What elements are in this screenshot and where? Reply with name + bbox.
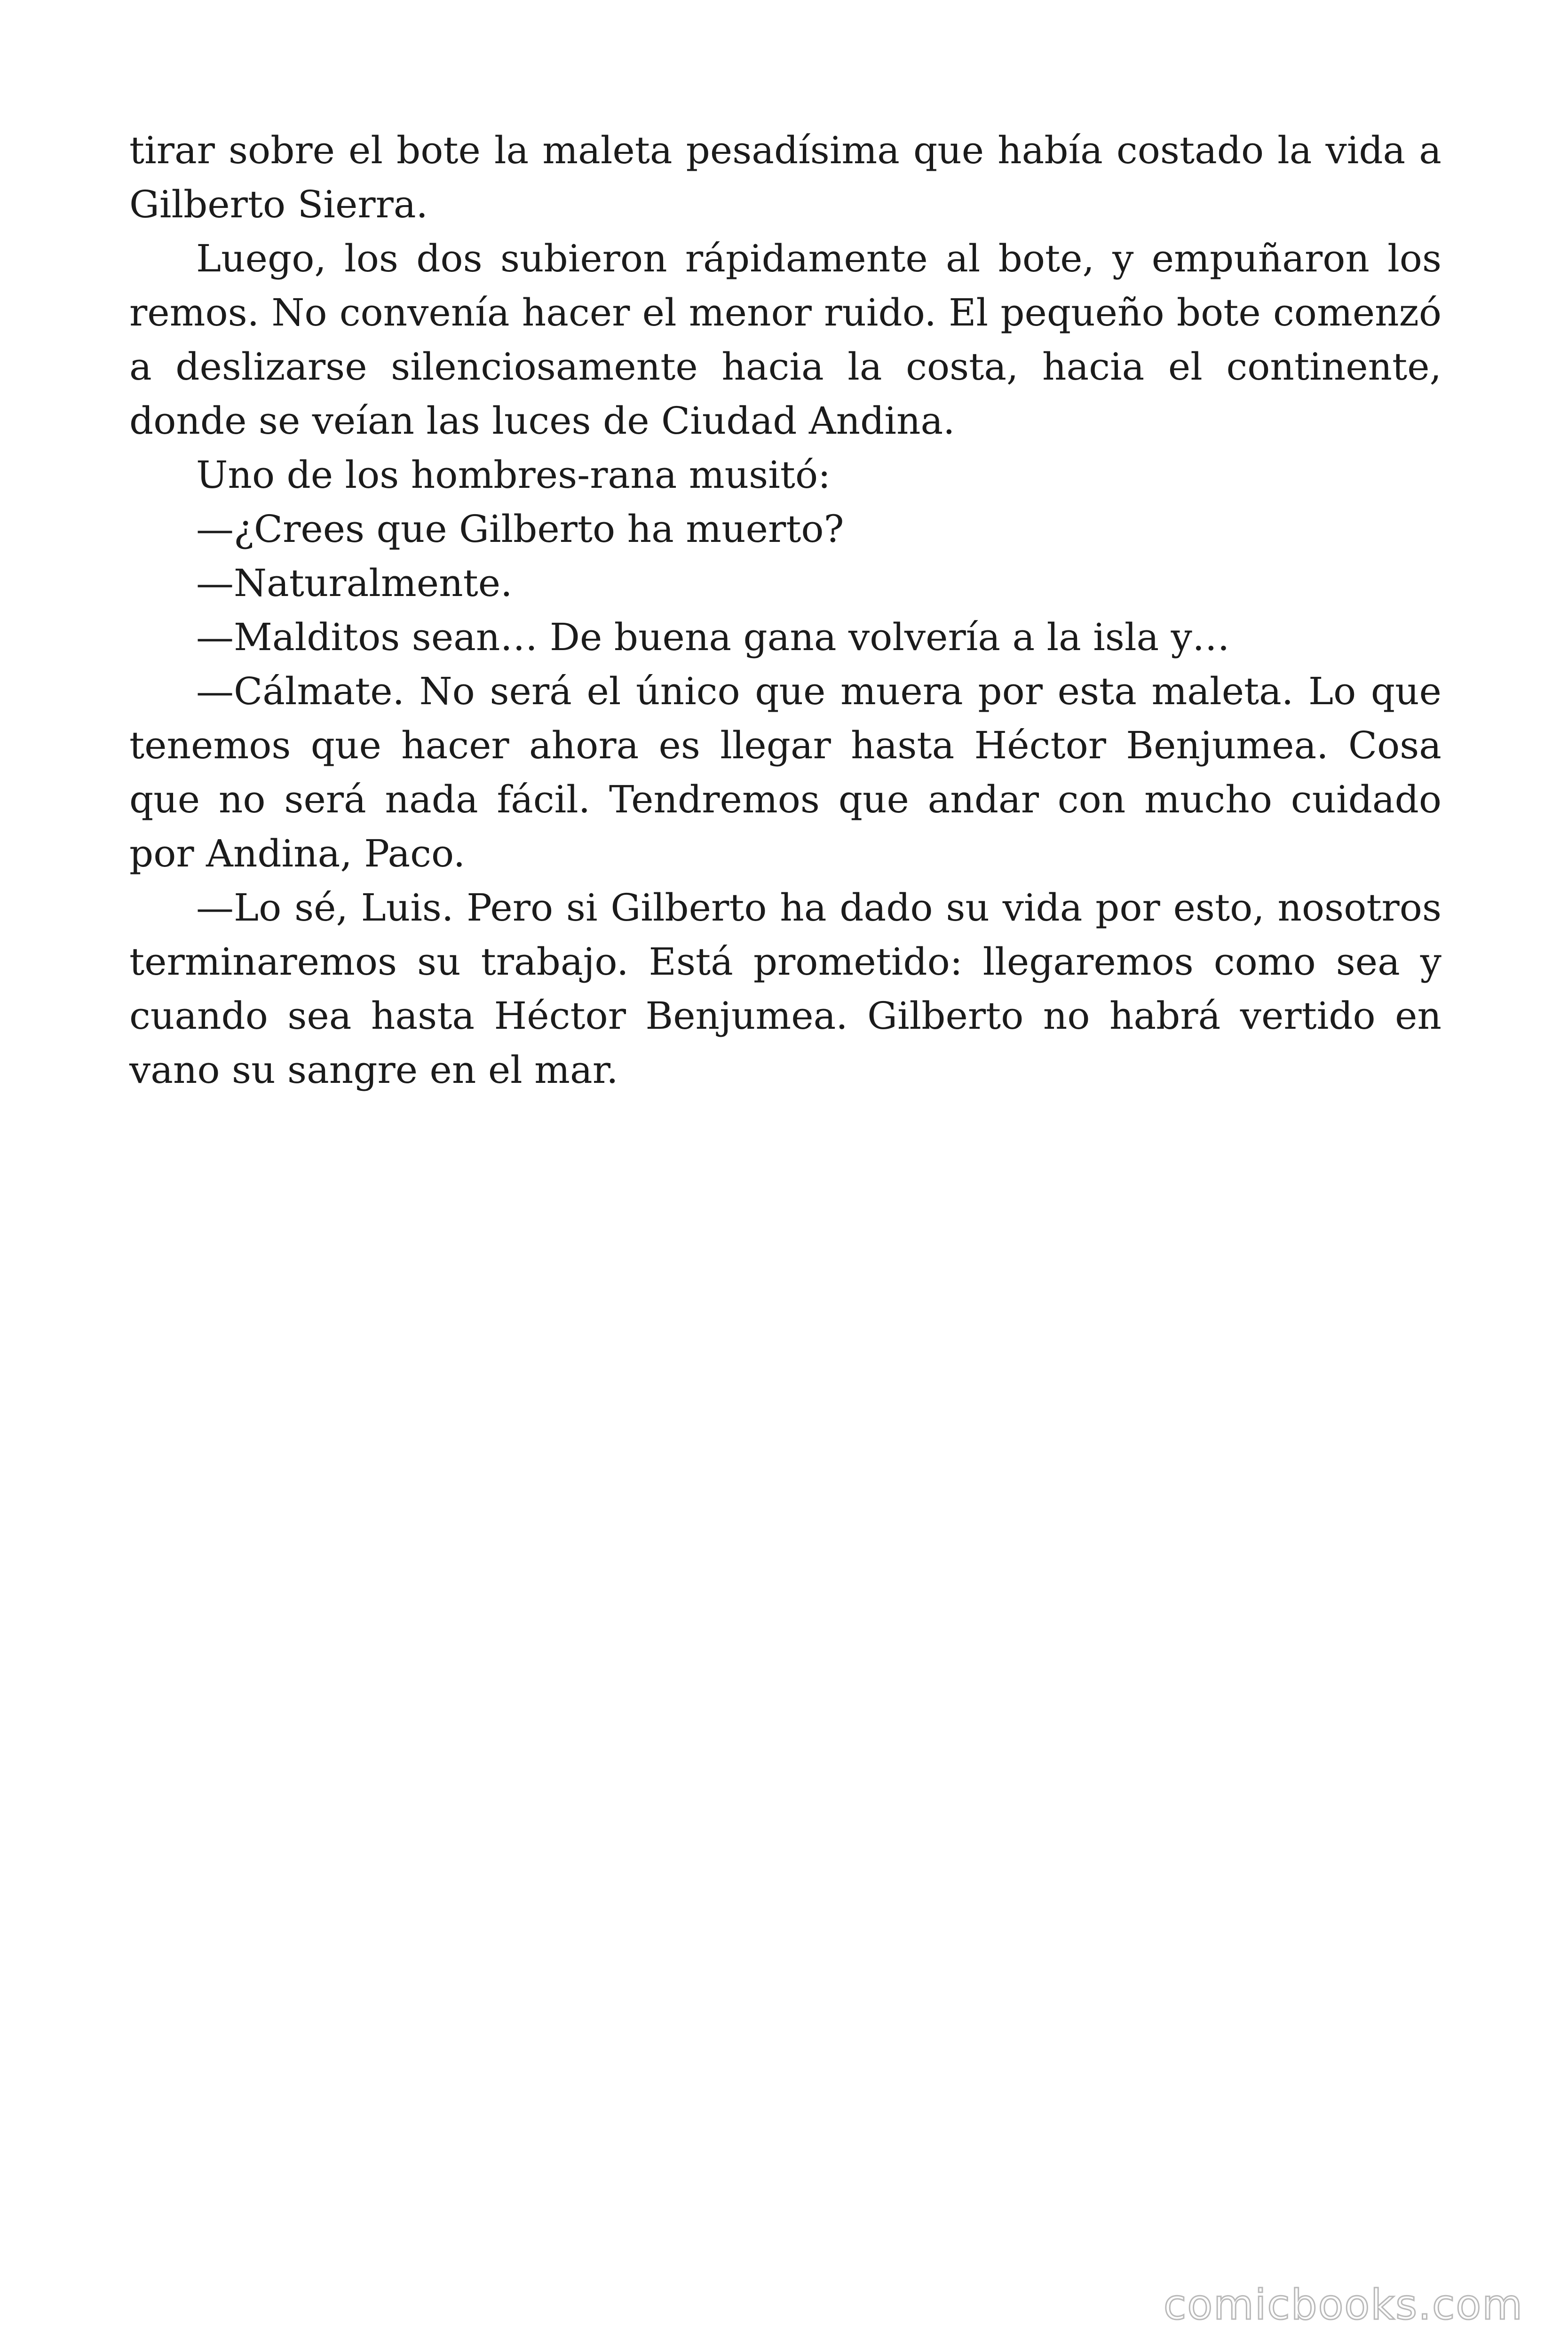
paragraph-narration: Luego, los dos subieron rápidamente al bote, y empuñaron los remos. No convenía hacer el menor ruido. El pequeño bote comenzó a deslizarse silenciosamente hacia la costa, hacia el continente, donde se veían las luces de Ciudad Andina. xyxy=(129,237,1441,443)
dialogue-line: —¿Crees que Gilberto ha muerto? xyxy=(196,507,844,551)
body-text xyxy=(129,123,1441,1097)
watermark: comicbooks.com xyxy=(1163,2280,1523,2329)
dialogue-line: —Malditos sean… De buena gana volvería a la isla y… xyxy=(196,615,1230,659)
paragraph-continuation: tirar sobre el bote la maleta pesadísima que había costado la vida a Gilberto Sierra. xyxy=(129,128,1441,226)
dialogue-line: —Naturalmente. xyxy=(196,561,513,605)
paragraph-narration: Uno de los hombres-rana musitó: xyxy=(196,453,831,497)
dialogue-line: —Cálmate. No será el único que muera por esta maleta. Lo que tenemos que hacer ahora es llegar hasta Héctor Benjumea. Cosa que no será nada fácil. Tendremos que andar con mucho cuidado por Andina, Paco. xyxy=(129,669,1441,875)
dialogue-line: —Lo sé, Luis. Pero si Gilberto ha dado su vida por esto, nosotros terminaremos su trabajo. Está prometido: llegaremos como sea y cuando sea hasta Héctor Benjumea. Gilberto no habrá vertido en vano su sangre en el mar. xyxy=(129,886,1441,1092)
